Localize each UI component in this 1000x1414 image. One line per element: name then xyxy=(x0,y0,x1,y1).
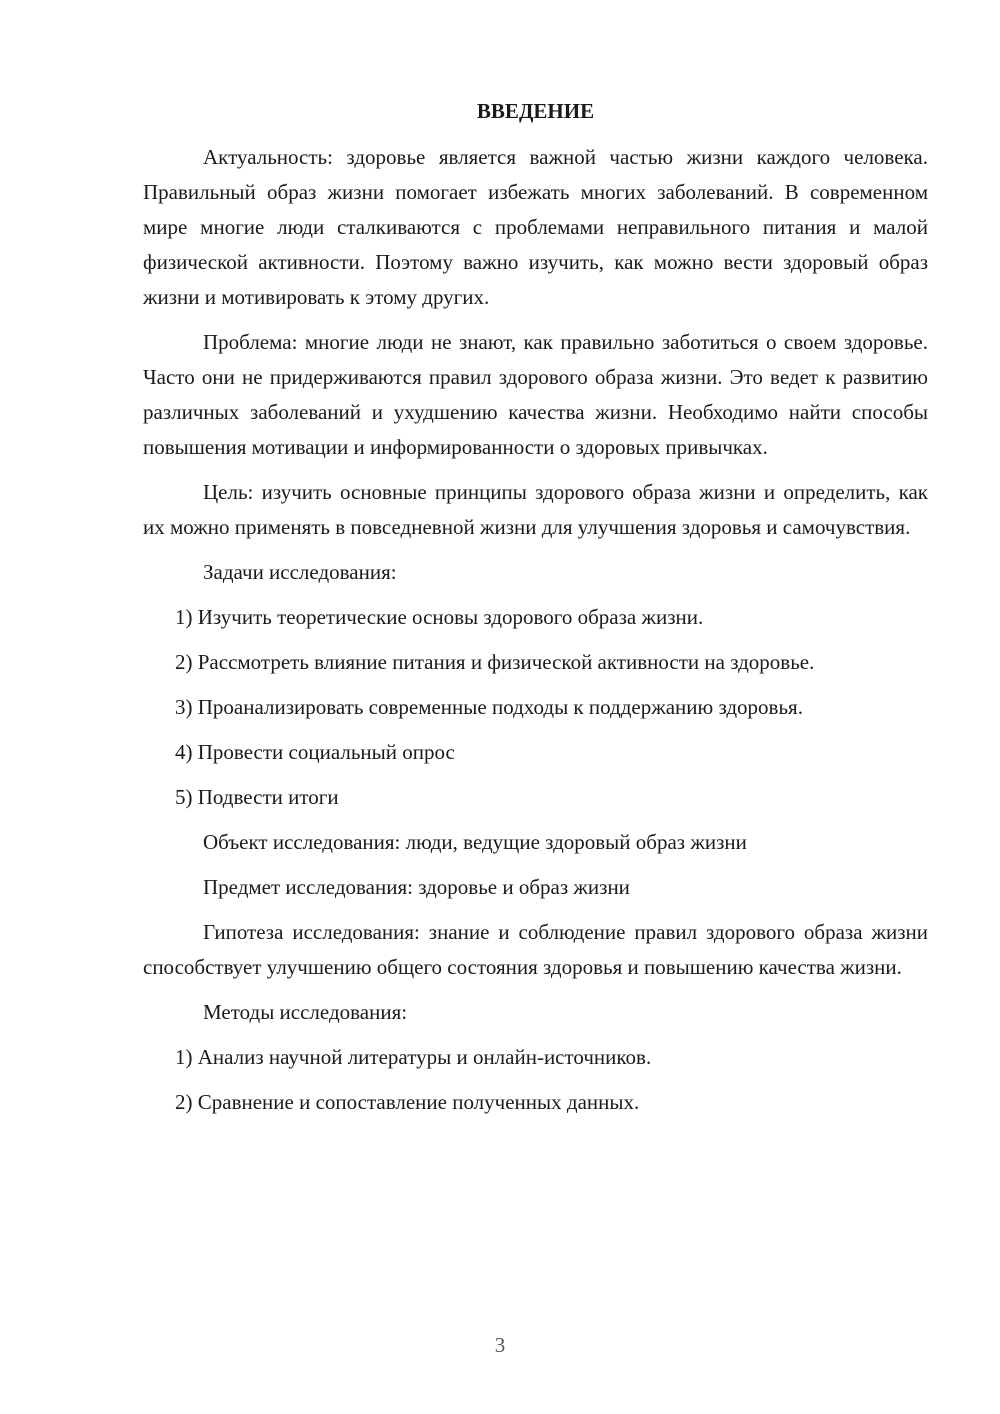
methods-list xyxy=(143,1040,928,1120)
section-title: ВВЕДЕНИЕ xyxy=(476,99,595,123)
tasks-list xyxy=(143,600,928,815)
tasks-heading: Задачи исследования: xyxy=(203,560,397,584)
task-item: 4) Провести социальный опрос xyxy=(175,740,455,764)
method-item: 2) Сравнение и сопоставление полученных данных. xyxy=(175,1090,640,1114)
page-number: 3 xyxy=(494,1333,506,1357)
method-item: 1) Анализ научной литературы и онлайн-источников. xyxy=(175,1045,652,1069)
document-page xyxy=(143,96,928,1130)
task-item: 3) Проанализировать современные подходы к поддержанию здоровья. xyxy=(175,695,803,719)
task-item: 5) Подвести итоги xyxy=(175,785,339,809)
task-item: 1) Изучить теоретические основы здорового образа жизни. xyxy=(175,605,704,629)
task-item: 2) Рассмотреть влияние питания и физической активности на здоровье. xyxy=(175,650,815,674)
object-paragraph: Объект исследования: люди, ведущие здоровый образ жизни xyxy=(203,830,747,854)
hypothesis-paragraph: Гипотеза исследования: знание и соблюдение правил здорового образа жизни способствует улучшению общего состояния здоровья и повышению качества жизни. xyxy=(143,920,928,979)
subject-paragraph: Предмет исследования: здоровье и образ жизни xyxy=(203,875,630,899)
relevance-paragraph: Актуальность: здоровье является важной частью жизни каждого человека. Правильный образ жизни помогает избежать многих заболеваний. В современном мире многие люди сталкиваются с проблемами неправильного питания и малой физической активности. Поэтому важно изучить, как можно вести здоровый образ жизни и мотивировать к этому других. xyxy=(143,145,928,309)
goal-paragraph: Цель: изучить основные принципы здорового образа жизни и определить, как их можно применять в повседневной жизни для улучшения здоровья и самочувствия. xyxy=(143,480,928,539)
problem-paragraph: Проблема: многие люди не знают, как правильно заботиться о своем здоровье. Часто они не придерживаются правил здорового образа жизни. Это ведет к развитию различных заболеваний и ухудшению качества жизни. Необходимо найти способы повышения мотивации и информированности о здоровых привычках. xyxy=(143,330,928,459)
methods-heading: Методы исследования: xyxy=(203,1000,408,1024)
